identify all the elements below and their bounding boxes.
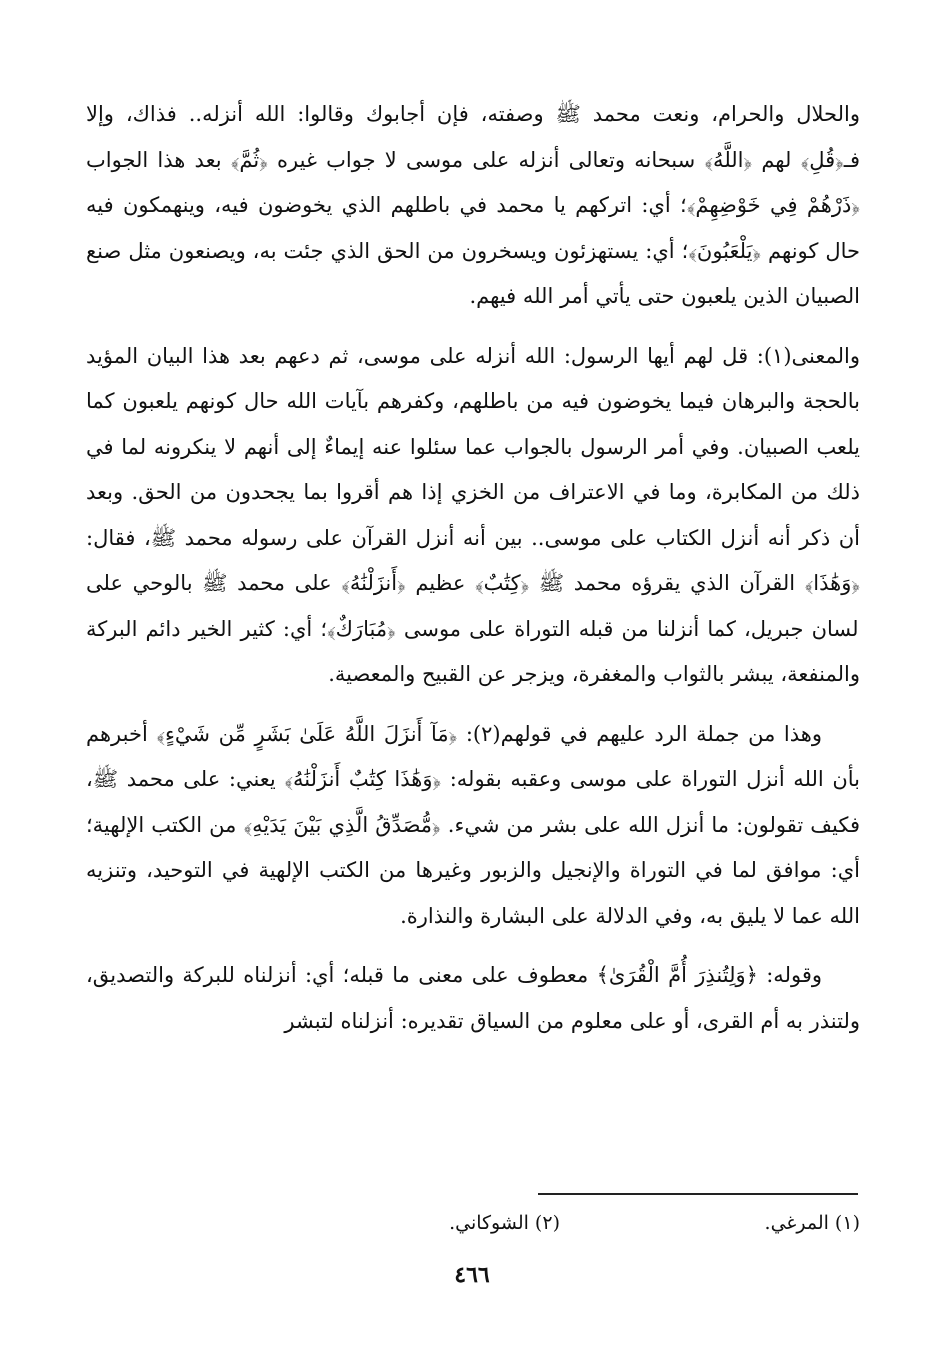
text-line: وهذا من جملة الرد عليهم في قولهم(٢): ﴿مَآ أَنزَلَ اللَّهُ عَلَىٰ بَشَرٍ مِّن شَيْءٍ﴾ bbox=[147, 721, 823, 746]
text-line: والحلال والحرام، ونعت محمد ﷺ وصفته، فإن أجابوك وقالوا: الله أنزله.. bbox=[176, 102, 860, 126]
paragraph-3 bbox=[86, 712, 860, 940]
text-line: ﴿ثُمَّ﴾ بعد هذا الجواب ﴿ذَرْهُمْ فِي خَوْضِهِمْ﴾؛ أي: اتركهم يا محمد في باطلهم bbox=[86, 147, 860, 217]
text-line: إذا هم أقروا بما يجحدون من الحق. وبعد أن ذكر أنه أنزل الكتاب على موسى.. bbox=[86, 480, 861, 550]
text-line: والتصديق، ولتنذر به أم القرى، أو على معلوم من السياق تقديره: أنزلناه لتبشر bbox=[86, 963, 860, 1033]
text-line: والمنفعة، يبشر بالثواب والمغفرة، ويزجر عن القبيح والمعصية. bbox=[328, 662, 860, 686]
paragraph-2 bbox=[86, 334, 860, 698]
text-line: من الكتب الإلهية في التوحيد، وتنزيه الله عما لا يليق به، وفي الدلالة على bbox=[86, 858, 860, 928]
text-line: إيماءٌ إلى أنهم لا ينكرونه لما في ذلك من المكابرة، وما في الاعتراف من الخزي bbox=[86, 434, 860, 504]
text-line: كما أنزلنا من قبله التوراة على موسى ﴿مُبَارَكٌ﴾؛ أي: كثير الخير دائم البركة bbox=[86, 616, 736, 641]
paragraph-4 bbox=[86, 953, 860, 1044]
text-line: على محمد ﷺ، فكيف تقولون: ما أنزل الله على بشر من شيء. ﴿مُّصَدِّقُ الَّذِي bbox=[86, 767, 861, 837]
text-line: البشارة والنذارة. bbox=[400, 903, 546, 928]
paragraph-1 bbox=[86, 92, 860, 320]
text-line: الذي يخوضون فيه، وينهمكون فيه حال كونهم ﴿يَلْعَبُونَ﴾؛ أي: يستهزئون bbox=[86, 193, 860, 263]
text-line: محمد ﷺ ﴿كِتَٰبٌ﴾ عظيم ﴿أَنزَلْنَٰهُ﴾ على محمد ﷺ بالوحي على لسان جبريل، bbox=[86, 571, 859, 641]
text-line: أخبرهم بأن الله أنزل التوراة على موسى وعقبه بقوله: ﴿وَهَٰذَا كِتَٰبٌ أَنزَلْنَٰهُ﴾ يعني: bbox=[86, 721, 861, 791]
footnote-1: (١) المرغي. bbox=[764, 1212, 860, 1234]
text-line: حتى يأتي أمر الله فيهم. bbox=[469, 284, 675, 308]
text-line: ويسخرون من الحق الذي جئت به، ويصنعون مثل صنع الصبيان الذين يلعبون bbox=[86, 238, 860, 308]
text-line: والمعنى(١): قل لهم أيها الرسول: الله أنزله على موسى، ثم دعهم بعد هذا bbox=[193, 343, 861, 368]
footnote-2: (٢) الشوكاني. bbox=[449, 1212, 560, 1234]
text-line: حال كونهم يلعبون كما يلعب الصبيان. وفي أمر الرسول بالجواب عما سئلوا عنه bbox=[86, 389, 860, 459]
text-line: البيان المؤيد بالحجة والبرهان فيما يخوضون فيه من باطلهم، وكفرهم بآيات الله bbox=[86, 343, 860, 413]
page-number: ٤٦٦ bbox=[454, 1262, 490, 1288]
text-line: وقوله: ﴿وَلِتُنذِرَ أُمَّ الْقُرَىٰ﴾ معطوف على معنى ما قبله؛ أي: أنزلناه للبركة bbox=[174, 963, 822, 987]
page-body bbox=[86, 92, 860, 1044]
text-line: بين أنه أنزل القرآن على رسوله محمد ﷺ، فقال: ﴿وَهَٰذَا﴾ القرآن الذي يقرؤه bbox=[86, 525, 860, 595]
footnote-divider bbox=[538, 1193, 858, 1195]
text-line: فذاك، وإلا فـ﴿قُلِ﴾ لهم ﴿اللَّهُ﴾ سبحانه وتعالى أنزله على موسى لا جواب غيره bbox=[86, 102, 860, 172]
footnotes bbox=[86, 1212, 860, 1242]
text-line: بَيْنَ يَدَيْهِ﴾ من الكتب الإلهية؛ أي: موافق لما في التوراة والإنجيل والزبور وغيرها bbox=[86, 812, 860, 882]
